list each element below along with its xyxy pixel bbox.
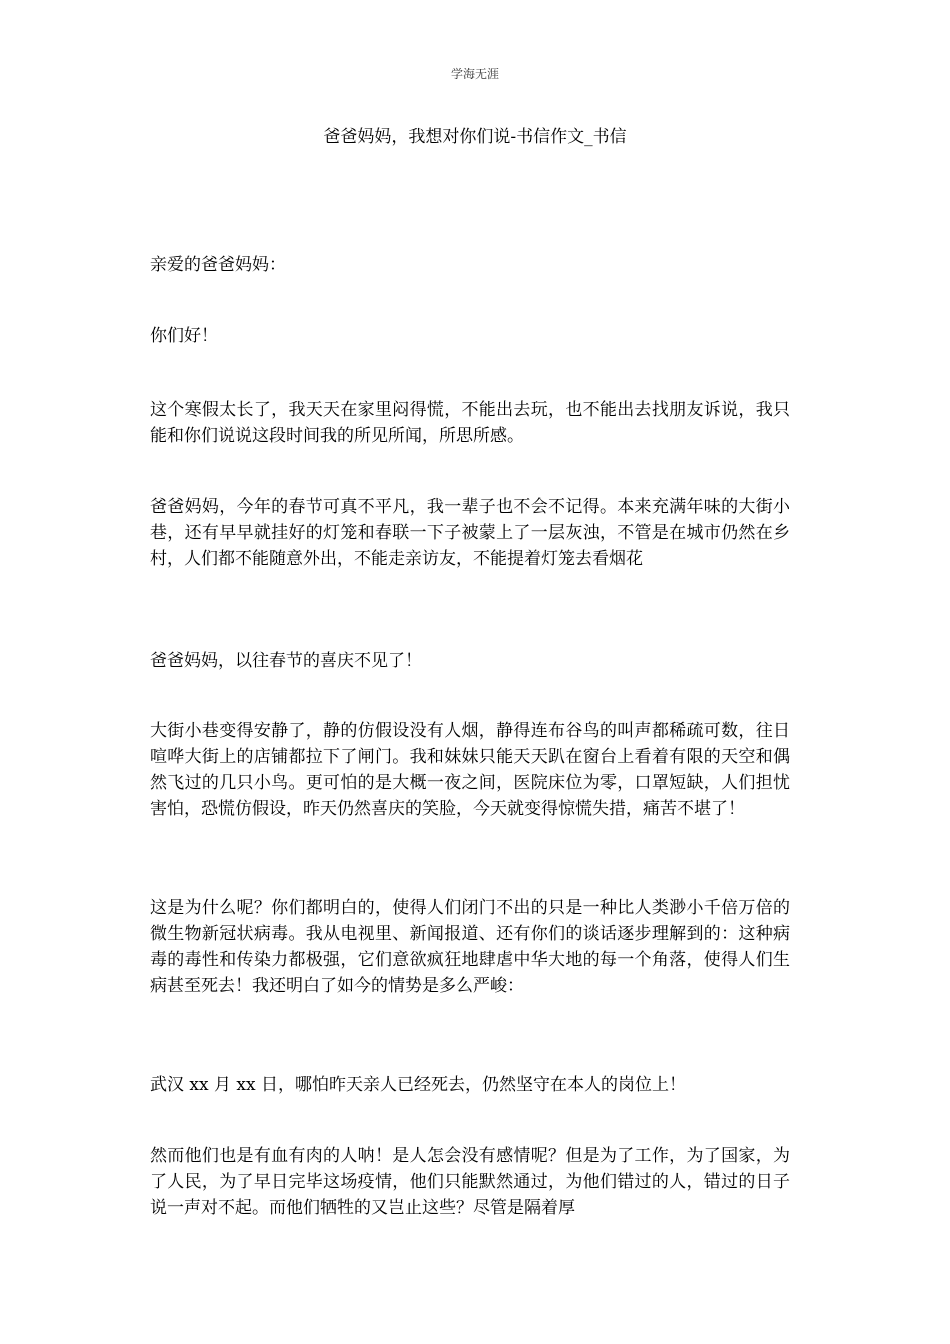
paragraph-7: 然而他们也是有血有肉的人呐！是人怎会没有感情呢？但是为了工作，为了国家，为了人民，为了早日完毕这场疫情，他们只能默然通过，为他们错过的人，错过的日子说一声对不起。而他们牺牲的又岂止这些？尽管是隔着厚 (150, 1146, 790, 1218)
document-title: 爸爸妈妈，我想对你们说-书信作文_书信 (323, 127, 627, 147)
paragraph-4: 大街小巷变得安静了，静的仿假设没有人烟，静得连布谷鸟的叫声都稀疏可数，往日喧哗大街上的店铺都拉下了闸门。我和妹妹只能天天趴在窗台上看着有限的天空和偶然飞过的几只小鸟。更可怕的是大概一夜之间，医院床位为零，口罩短缺，人们担忧害怕，恐慌仿假设，昨天仍然喜庆的笑脸，今天就变得惊慌失措，痛苦不堪了！ (150, 721, 790, 819)
paragraph-3: 爸爸妈妈，以往春节的喜庆不见了！ (150, 651, 422, 671)
page-header: 学海无涯 (450, 67, 499, 81)
paragraph-5: 这是为什么呢？你们都明白的，使得人们闭门不出的只是一种比人类渺小千倍万倍的微生物新冠状病毒。我从电视里、新闻报道、还有你们的谈话逐步理解到的：这种病毒的毒性和传染力都极强，它们意欲疯狂地肆虐中华大地的每一个角落，使得人们生病甚至死去！我还明白了如今的情势是多么严峻： (150, 898, 790, 996)
paragraph-6: 武汉 xx 月 xx 日，哪怕昨天亲人已经死去，仍然坚守在本人的岗位上！ (150, 1075, 686, 1095)
salutation: 亲爱的爸爸妈妈： (150, 255, 286, 275)
paragraph-2: 爸爸妈妈，今年的春节可真不平凡，我一辈子也不会不记得。本来充满年味的大街小巷，还有早早就挂好的灯笼和春联一下子被蒙上了一层灰浊，不管是在城市仍然在乡村，人们都不能随意外出，不能走亲访友，不能提着灯笼去看烟花 (150, 497, 790, 569)
paragraph-1: 这个寒假太长了，我天天在家里闷得慌，不能出去玩，也不能出去找朋友诉说，我只能和你们说说这段时间我的所见所闻，所思所感。 (150, 400, 790, 446)
greeting: 你们好！ (150, 326, 218, 346)
